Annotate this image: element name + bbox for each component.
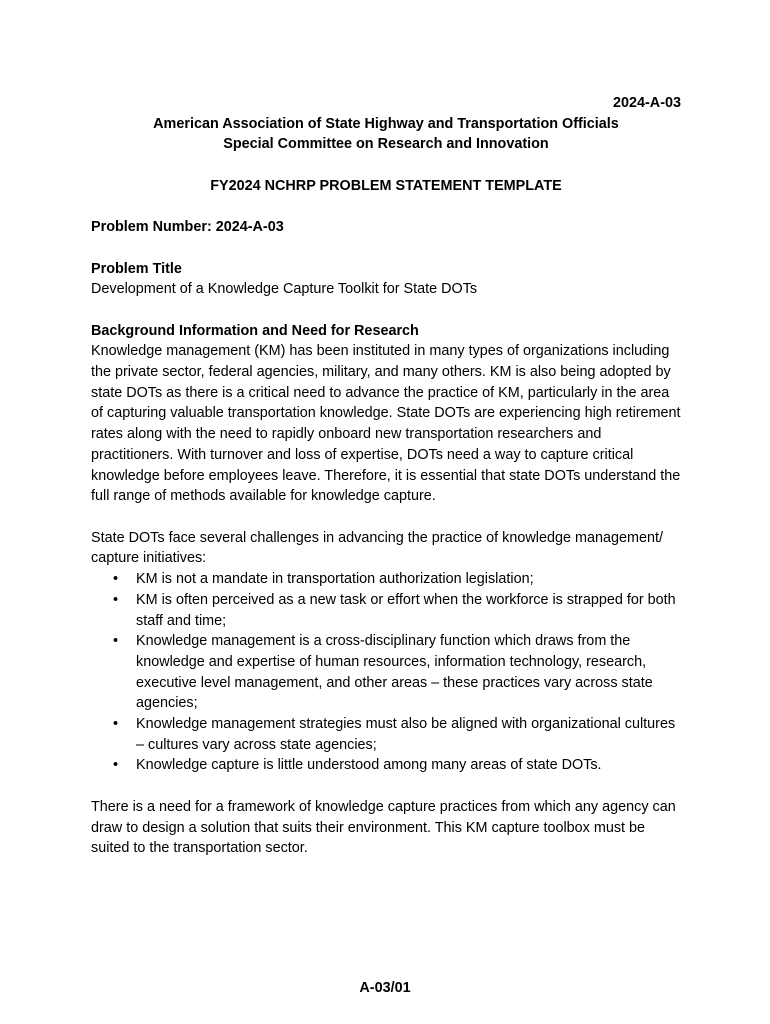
document-id: 2024-A-03 — [613, 95, 681, 111]
list-item — [91, 714, 681, 755]
list-item-text: KM is not a mandate in transportation authorization legislation; — [136, 571, 534, 588]
bullet-icon: • — [113, 571, 119, 588]
document-page — [91, 93, 681, 859]
list-item — [91, 569, 681, 590]
background-heading: Background Information and Need for Research — [91, 322, 419, 339]
background-paragraph-3: There is a need for a framework of knowledge capture practices from which any agency can draw to design a solution that suits their environment. This KM capture toolbox must be suited to the transportation sector. — [91, 798, 676, 857]
bullet-icon: • — [113, 591, 119, 608]
bullet-icon: • — [113, 757, 119, 774]
background-paragraph-1: Knowledge management (KM) has been instituted in many types of organizations including the private sector, federal agencies, military, and many others. KM is also being adopted by state DOTs as there is a critical need to advance the practice of KM, particularly in the area of capturing valuable transportation knowledge. State DOTs are experiencing high retirement rates along with the need to rapidly onboard new transportation researchers and practitioners. With turnover and loss of expertise, DOTs need a way to capture critical knowledge before employees leave. Therefore, it is essential that state DOTs understand the full range of methods available for knowledge capture. — [91, 343, 681, 505]
problem-number: Problem Number: 2024-A-03 — [91, 219, 284, 236]
list-item — [91, 590, 681, 631]
list-item — [91, 631, 681, 714]
list-item-text: Knowledge management strategies must also be aligned with organizational cultures – cultures vary across state agencies; — [136, 716, 676, 753]
committee-name: Special Committee on Research and Innovation — [223, 136, 549, 153]
problem-title-text: Development of a Knowledge Capture Toolkit for State DOTs — [91, 281, 478, 298]
list-item-text: Knowledge management is a cross-disciplinary function which draws from the knowledge and expertise of human resources, information technology, research, executive level management, and other areas – these practices vary across state agencies; — [136, 633, 653, 712]
list-item — [91, 755, 681, 776]
list-item-text: KM is often perceived as a new task or effort when the workforce is strapped for both staff and time; — [136, 591, 676, 629]
challenges-list — [91, 569, 681, 776]
background-paragraph-2: State DOTs face several challenges in advancing the practice of knowledge management/ capture initiatives: — [91, 529, 663, 567]
list-item-text: Knowledge capture is little understood among many areas of state DOTs. — [136, 757, 602, 774]
template-title: FY2024 NCHRP PROBLEM STATEMENT TEMPLATE — [210, 177, 562, 194]
organization-name: American Association of State Highway and Transportation Officials — [153, 115, 619, 132]
bullet-icon: • — [113, 716, 119, 733]
problem-title-heading: Problem Title — [91, 260, 182, 277]
bullet-icon: • — [113, 633, 119, 650]
page-footer-label: A-03/01 — [359, 980, 411, 996]
